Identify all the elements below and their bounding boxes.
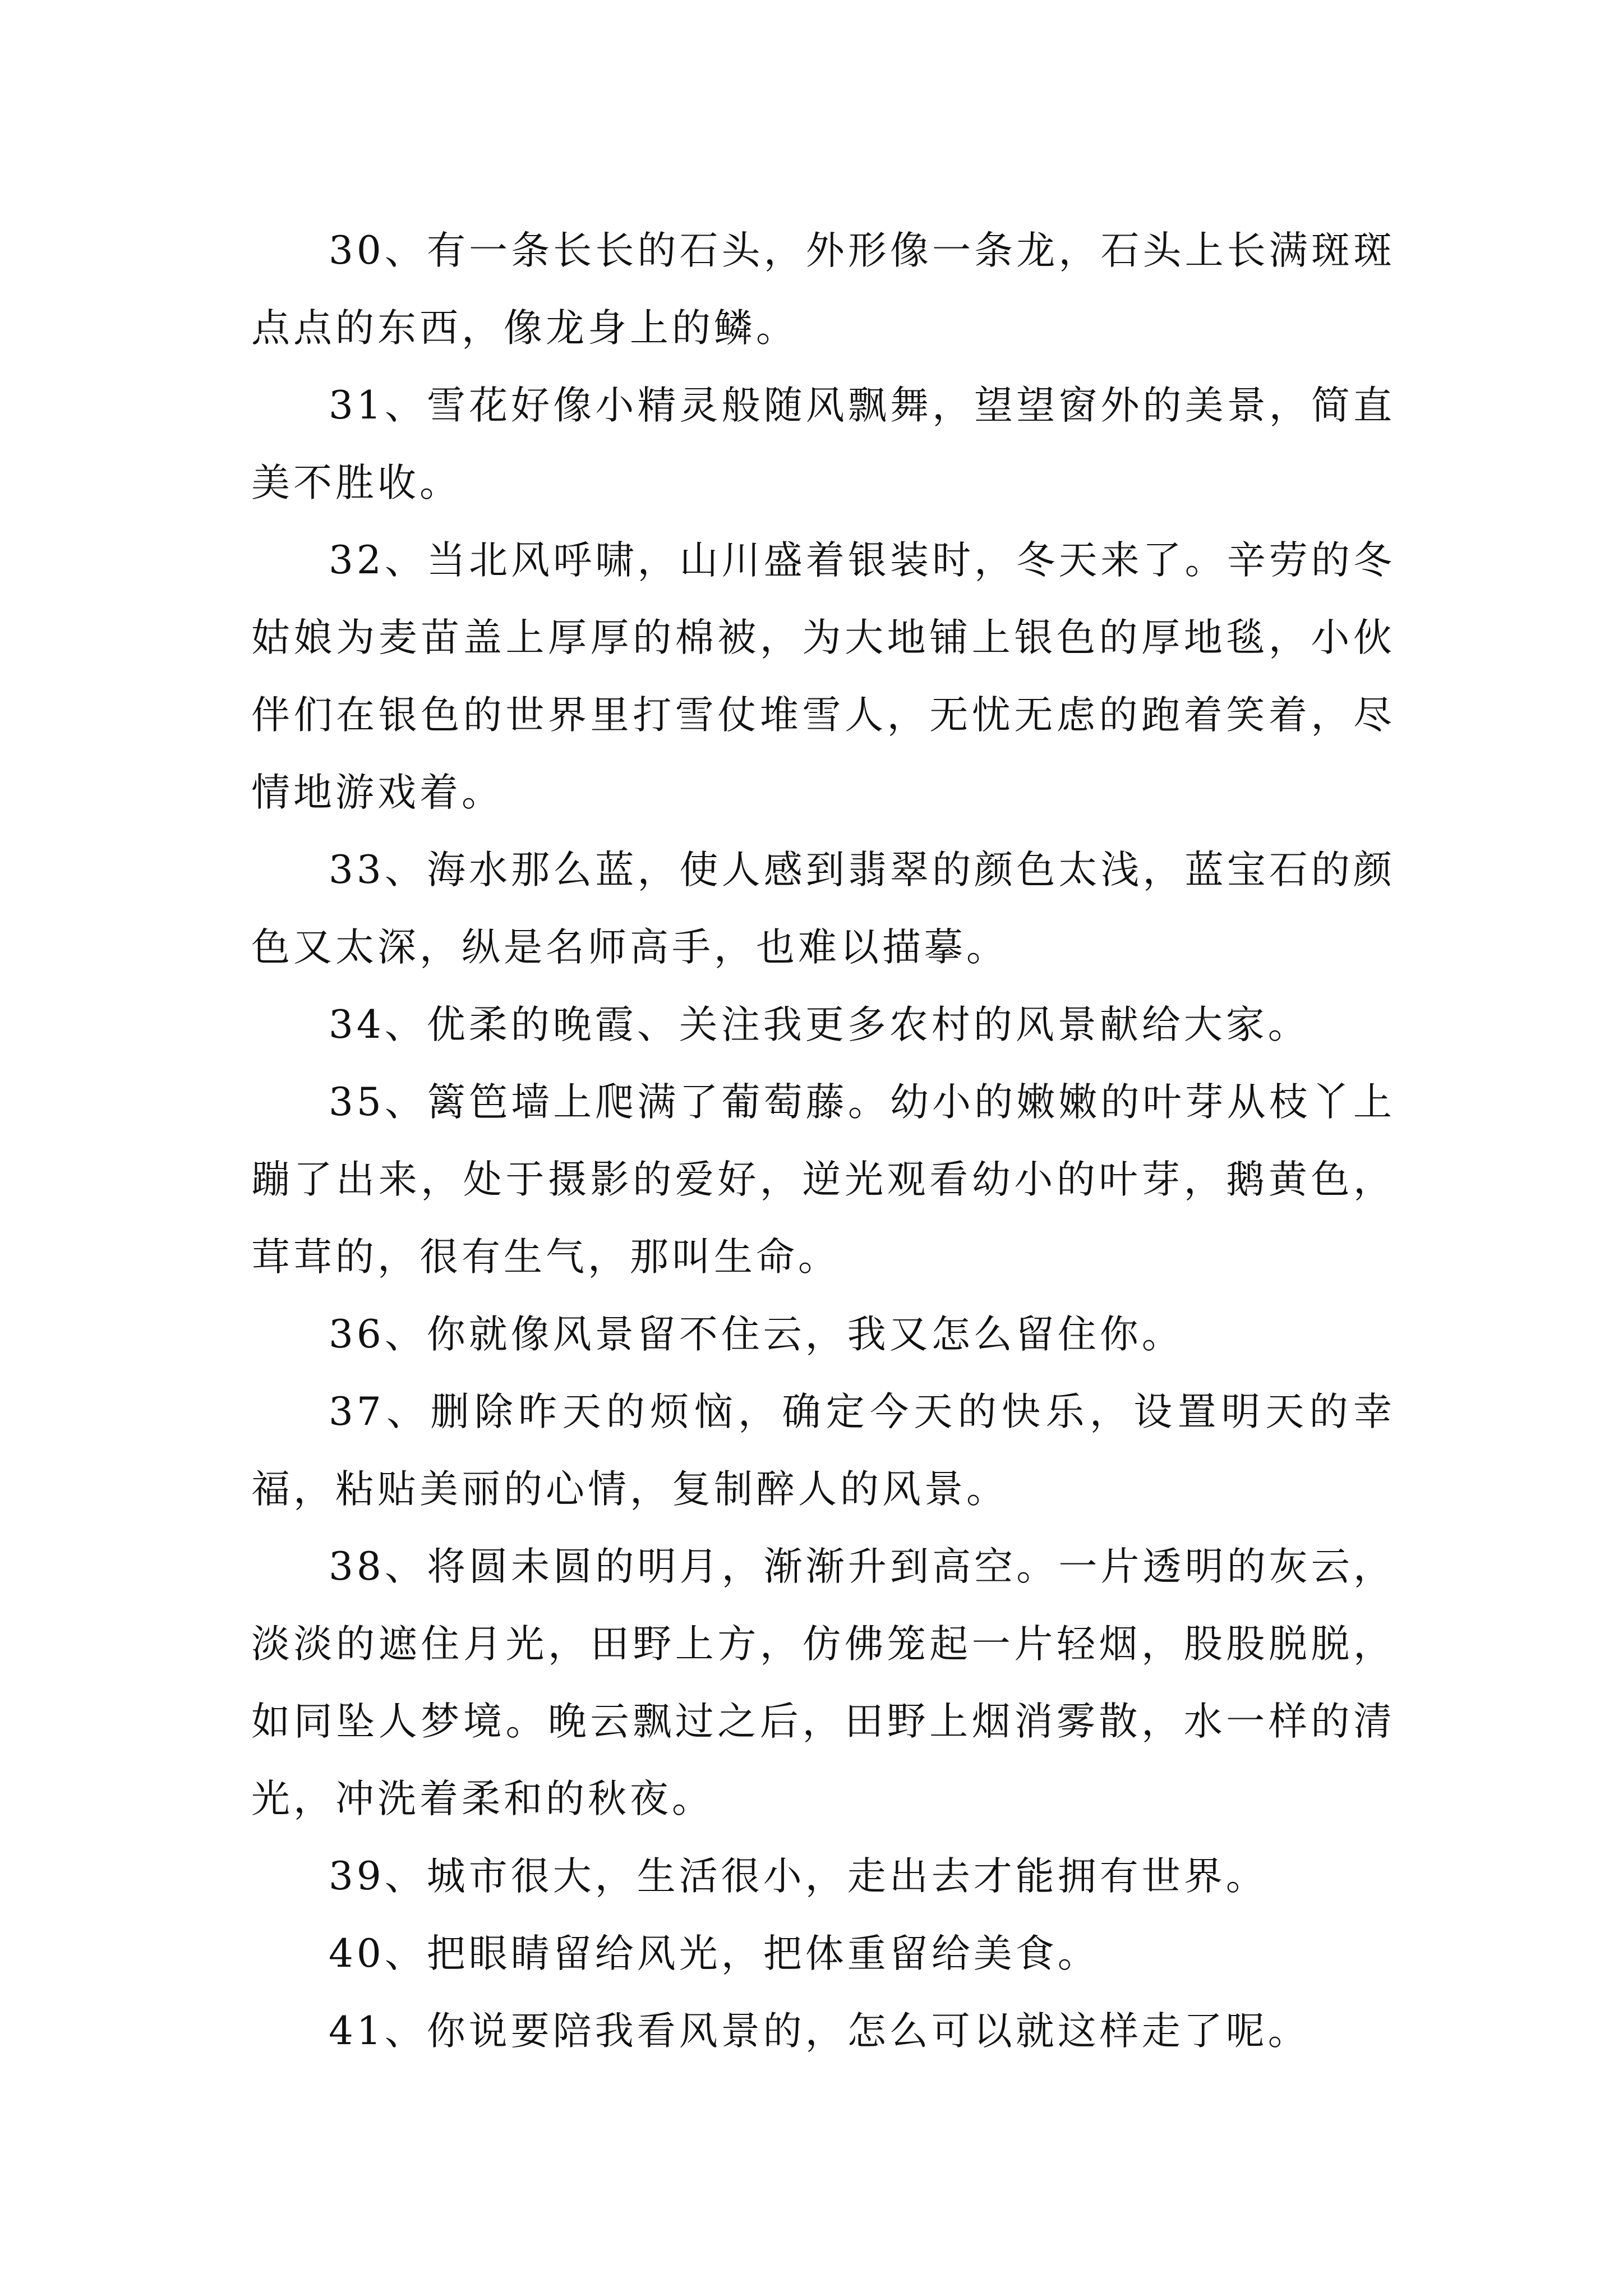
paragraph-35: 35、篱笆墙上爬满了葡萄藤。幼小的嫩嫩的叶芽从枝丫上蹦了出来，处于摄影的爱好，逆光观看幼小的叶芽，鹅黄色，茸茸的，很有生气，那叫生命。 (251, 1080, 1395, 1280)
paragraph-33: 33、海水那么蓝，使人感到翡翠的颜色太浅，蓝宝石的颜色又太深，纵是名师高手，也难以描摹。 (251, 848, 1395, 970)
paragraph-30: 30、有一条长长的石头，外形像一条龙，石头上长满斑斑点点的东西，像龙身上的鳞。 (251, 228, 1395, 351)
paragraph-32: 32、当北风呼啸，山川盛着银装时，冬天来了。辛劳的冬姑娘为麦苗盖上厚厚的棉被，为大地铺上银色的厚地毯，小伙伴们在银色的世界里打雪仗堆雪人，无忧无虑的跑着笑着，尽情地游戏着。 (251, 538, 1395, 815)
paragraph-37: 37、删除昨天的烦恼，确定今天的快乐，设置明天的幸福，粘贴美丽的心情，复制醉人的风景。 (251, 1389, 1395, 1512)
paragraph-40: 40、把眼睛留给风光，把体重留给美食。 (329, 1931, 1100, 1976)
paragraph-34: 34、优柔的晚霞、关注我更多农村的风景献给大家。 (329, 1002, 1310, 1047)
document-page (251, 212, 1395, 2070)
paragraph-39: 39、城市很大，生活很小，走出去才能拥有世界。 (329, 1854, 1268, 1899)
paragraph-36: 36、你就像风景留不住云，我又怎么留住你。 (329, 1312, 1184, 1357)
paragraph-38: 38、将圆未圆的明月，渐渐升到高空。一片透明的灰云，淡淡的遮住月光，田野上方，仿佛笼起一片轻烟，股股脱脱，如同坠人梦境。晚云飘过之后，田野上烟消雾散，水一样的清光，冲洗着柔和的秋夜。 (251, 1544, 1395, 1821)
paragraph-41: 41、你说要陪我看风景的，怎么可以就这样走了呢。 (329, 2009, 1310, 2054)
paragraph-31: 31、雪花好像小精灵般随风飘舞，望望窗外的美景，简直美不胜收。 (251, 383, 1395, 505)
